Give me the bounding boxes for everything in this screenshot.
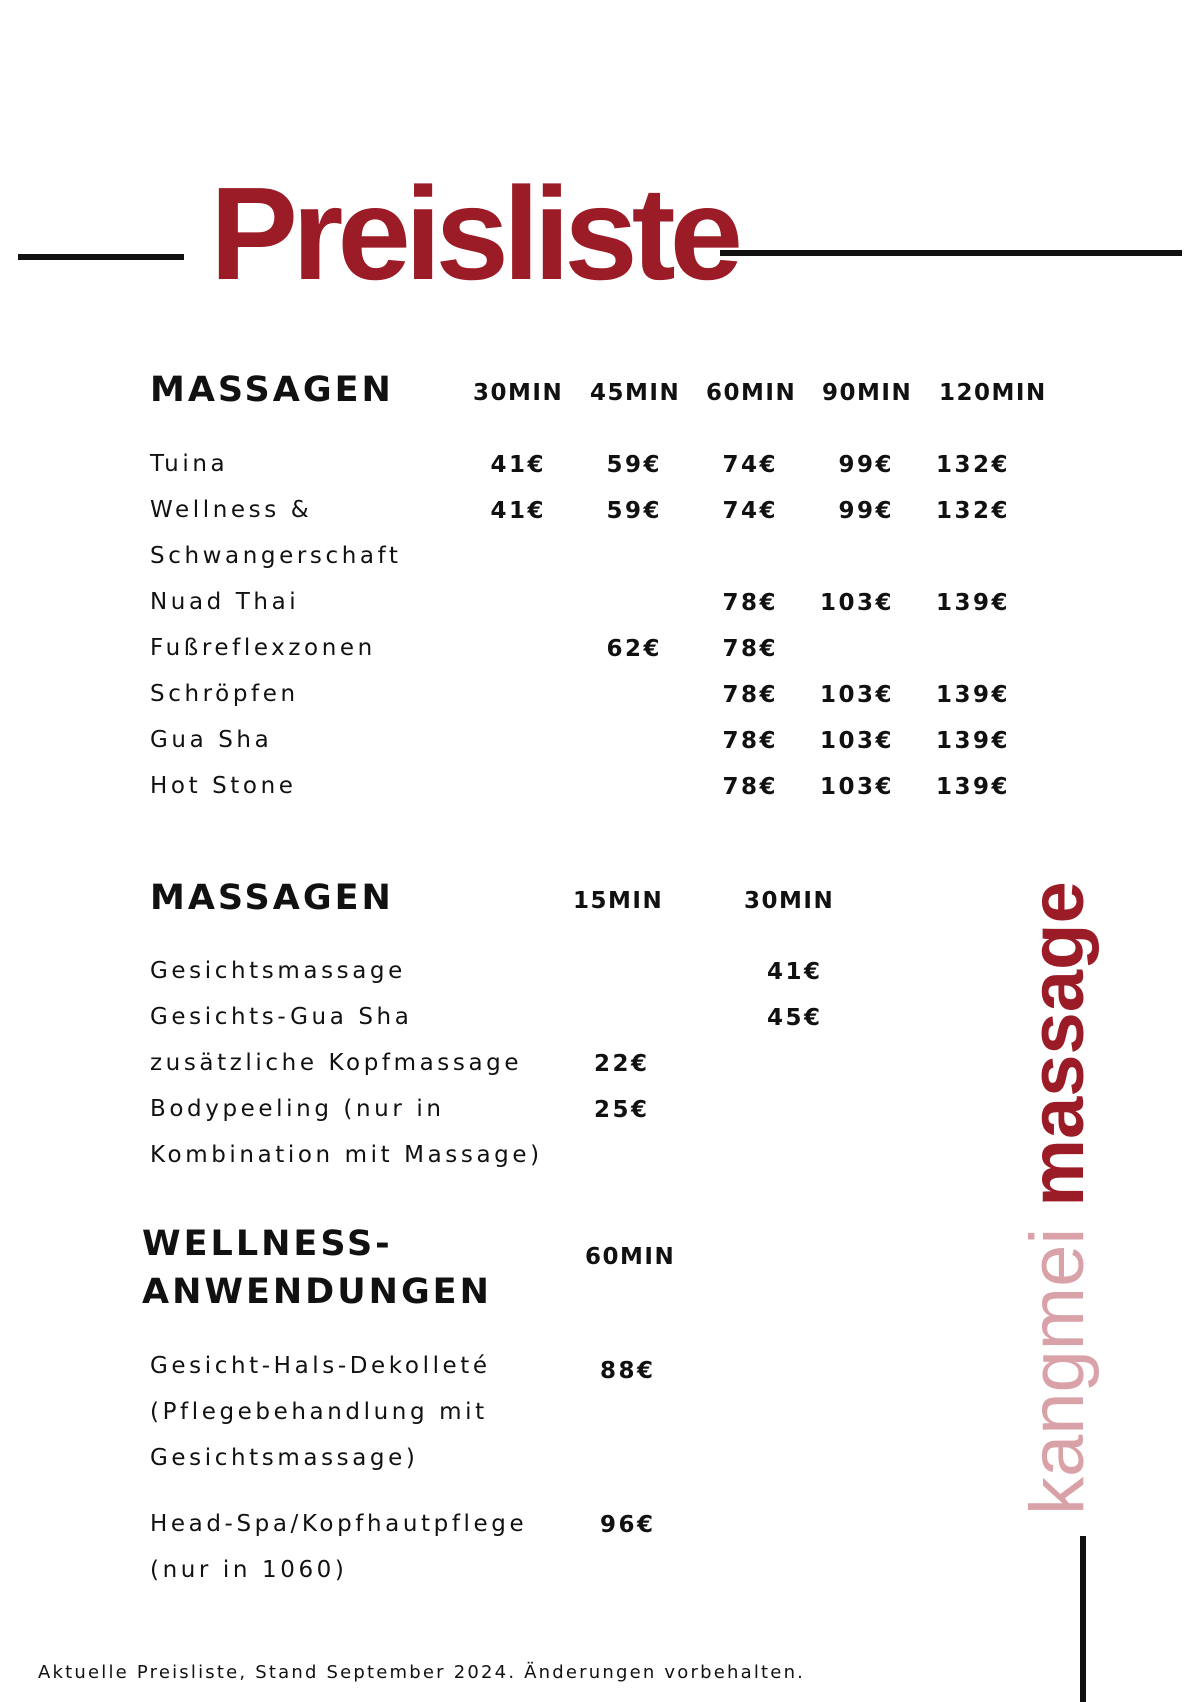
treatment-name-line2: Schwangerschaft [150,543,402,569]
price-60min: 74€ [722,498,778,524]
price-30min: 41€ [490,452,546,478]
price-45min: 62€ [606,636,662,662]
treatment-name: zusätzliche Kopfmassage [150,1050,523,1076]
price-60min: 78€ [722,728,778,754]
treatment-name: Head-Spa/Kopfhautpflege [150,1511,528,1537]
treatment-name: Schröpfen [150,681,299,707]
price-60min: 88€ [600,1358,656,1384]
column-header-60min: 60MIN [706,380,797,406]
brand-logo-vertical [1015,881,1100,1515]
price-90min: 103€ [819,728,894,754]
treatment-name-line3: Gesichtsmassage) [150,1445,419,1471]
column-header-60min: 60MIN [585,1244,676,1270]
treatment-name: Gesichts-Gua Sha [150,1004,413,1030]
price-90min: 103€ [819,774,894,800]
brand-name-part1: kangmei [1015,1227,1100,1515]
price-120min: 132€ [935,498,1010,524]
column-header-90min: 90MIN [822,380,913,406]
price-45min: 59€ [606,498,662,524]
page-title: Preisliste [210,160,738,307]
treatment-name: Bodypeeling (nur in [150,1096,445,1122]
price-60min: 78€ [722,590,778,616]
treatment-name: Hot Stone [150,773,297,799]
section-heading-massagen-2: MASSAGEN [150,878,394,918]
treatment-name: Nuad Thai [150,589,300,615]
price-90min: 99€ [838,498,894,524]
brand-space [1015,1207,1100,1228]
section-heading-wellness-line2: ANWENDUNGEN [142,1272,492,1312]
column-header-120min: 120MIN [939,380,1047,406]
price-15min: 25€ [594,1097,650,1123]
price-60min: 96€ [600,1512,656,1538]
price-30min: 45€ [767,1005,823,1031]
brand-name-part2: massage [1015,881,1100,1207]
price-90min: 99€ [838,452,894,478]
price-120min: 139€ [935,682,1010,708]
price-45min: 59€ [606,452,662,478]
title-rule-left [18,254,184,260]
column-header-45min: 45MIN [590,380,681,406]
section-heading-wellness: WELLNESS- [142,1224,393,1264]
treatment-name: Gesicht-Hals-Dekolleté [150,1353,491,1379]
price-60min: 78€ [722,636,778,662]
price-120min: 139€ [935,774,1010,800]
title-rule-right [720,250,1182,256]
treatment-name-line2: Kombination mit Massage) [150,1142,543,1168]
section-heading-massagen: MASSAGEN [150,370,394,410]
treatment-name-line2: (nur in 1060) [150,1557,348,1583]
price-15min: 22€ [594,1051,650,1077]
price-30min: 41€ [490,498,546,524]
treatment-name-line2: (Pflegebehandlung mit [150,1399,488,1425]
price-120min: 139€ [935,728,1010,754]
price-30min: 41€ [767,959,823,985]
price-90min: 103€ [819,590,894,616]
price-90min: 103€ [819,682,894,708]
treatment-name: Tuina [150,451,229,477]
treatment-name: Wellness & [150,497,313,523]
treatment-name: Gua Sha [150,727,273,753]
column-header-30min: 30MIN [744,888,835,914]
price-60min: 78€ [722,774,778,800]
column-header-30min: 30MIN [473,380,564,406]
price-60min: 78€ [722,682,778,708]
price-120min: 132€ [935,452,1010,478]
treatment-name: Gesichtsmassage [150,958,406,984]
price-60min: 74€ [722,452,778,478]
column-header-15min: 15MIN [573,888,664,914]
price-120min: 139€ [935,590,1010,616]
brand-vertical-rule [1080,1536,1086,1702]
treatment-name: Fußreflexzonen [150,635,376,661]
footer-note: Aktuelle Preisliste, Stand September 2024. Änderungen vorbehalten. [38,1662,806,1683]
